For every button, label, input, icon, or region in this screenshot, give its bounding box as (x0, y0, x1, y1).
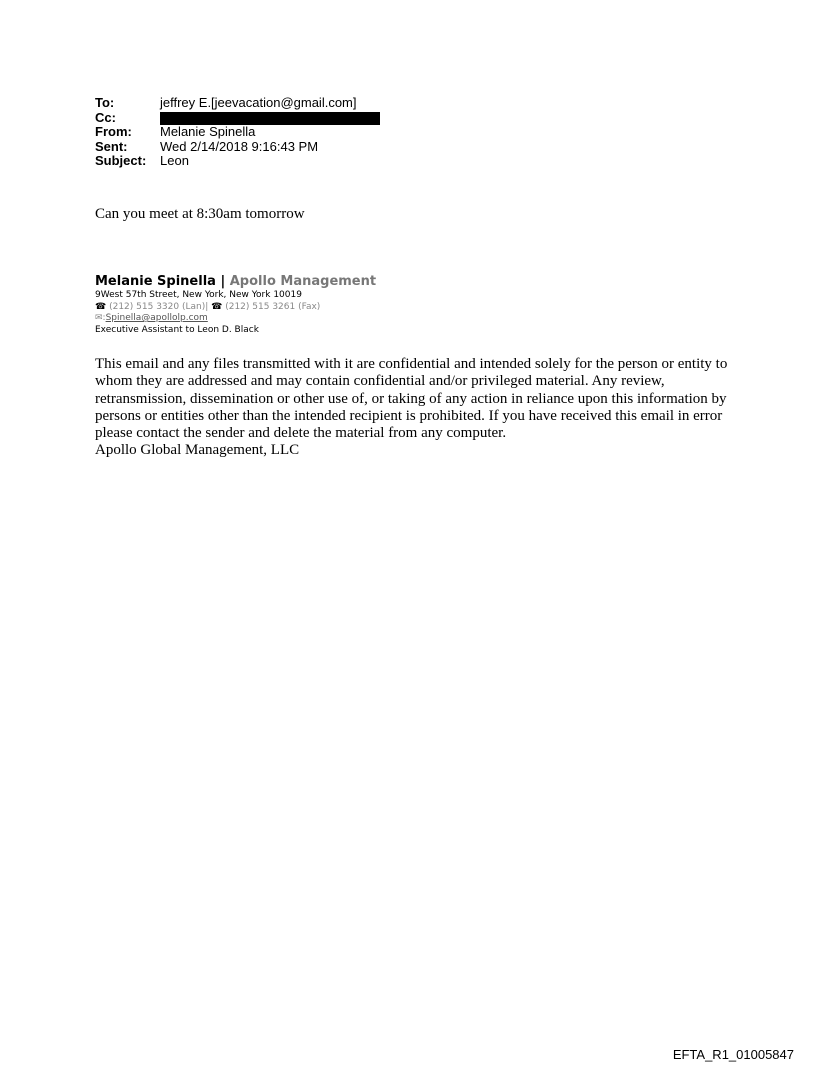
sent-label: Sent: (95, 138, 128, 154)
sent-row (95, 140, 380, 155)
email-body: Can you meet at 8:30am tomorrow (95, 206, 305, 222)
signature-email-link[interactable]: Spinella@apollolp.com (105, 313, 208, 323)
email-header (95, 96, 380, 169)
signature-fax: (212) 515 3261 (Fax) (225, 301, 321, 312)
cc-row (95, 111, 380, 126)
signature-block (95, 274, 376, 336)
from-value: Melanie Spinella (160, 124, 256, 139)
phone-icon: ☎ (95, 301, 107, 312)
signature-name: Melanie Spinella (95, 274, 216, 289)
fax-icon: ☎ (211, 301, 223, 312)
cc-redaction (160, 112, 380, 125)
subject-label: Subject: (95, 153, 147, 168)
subject-value: Leon (160, 153, 189, 168)
signature-title: Executive Assistant to Leon D. Black (95, 324, 259, 335)
confidentiality-disclaimer (95, 356, 735, 460)
from-label: From: (95, 124, 132, 139)
signature-email-line (95, 313, 376, 325)
to-value: jeffrey E.[jeevacation@gmail.com] (160, 95, 357, 110)
signature-heading (95, 274, 376, 290)
subject-row (95, 154, 380, 169)
signature-phone-line (95, 302, 376, 314)
signature-address: 9West 57th Street, New York, New York 10019 (95, 290, 302, 300)
to-row (95, 96, 380, 111)
document-id: EFTA_R1_01005847 (672, 1047, 794, 1062)
signature-separator: | (215, 274, 230, 289)
cc-label: Cc: (95, 109, 116, 125)
sent-value: Wed 2/14/2018 9:16:43 PM (160, 138, 319, 154)
signature-company: Apollo Management (229, 274, 377, 289)
from-row (95, 125, 380, 140)
to-label: To: (95, 95, 115, 110)
signature-phone: (212) 515 3320 (Lan)| (109, 301, 209, 312)
disclaimer-text: This email and any files transmitted with it are confidential and intended solely for the person or entity to whom they are addressed and may contain confidential and/or privileged material. Any review, retransmission, dissemination or other use of, or taking of any action in reliance upon this information by persons or entities other than the intended recipient is prohibited. If you have received this email in error please contact the sender and delete the material from any computer. (95, 356, 728, 442)
company-line: Apollo Global Management, LLC (95, 442, 300, 459)
envelope-icon: ✉: (95, 313, 106, 323)
